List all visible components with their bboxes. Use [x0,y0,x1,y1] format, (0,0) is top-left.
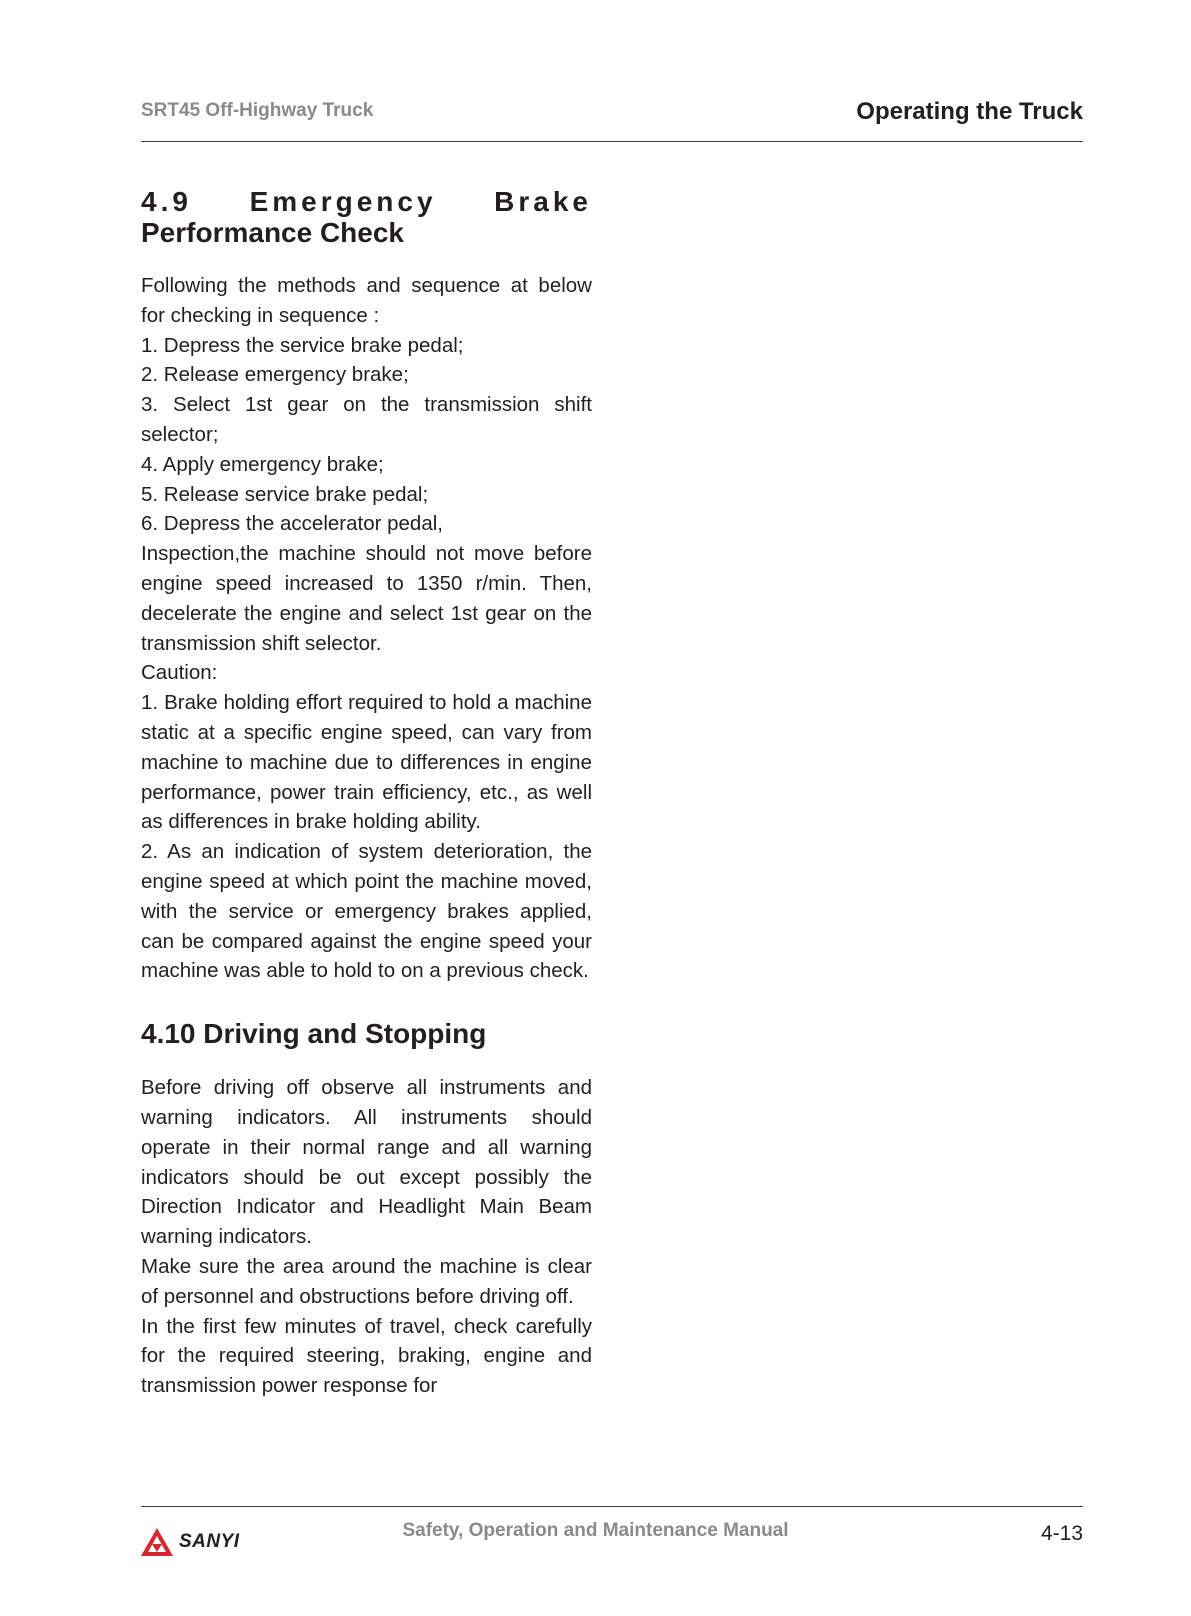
caution-item: 1. Brake holding effort required to hold a machine static at a specific engine speed, can vary from machine to machine due to differences in engine performance, power train efficiency, etc., as well as differences in brake holding ability. [141,691,592,834]
page-number: 4-13 [1040,1522,1083,1545]
section-heading-line-2: Performance Check [141,217,405,248]
step-item: 1. Depress the service brake pedal; [141,333,464,357]
paragraph: Inspection,the machine should not move before engine speed increased to 1350 r/min. Then, decelerate the engine and select 1st gear on the transmission shift selector. [141,542,592,655]
manual-title: Safety, Operation and Maintenance Manual [402,1520,789,1541]
paragraph: Following the methods and sequence at below for checking in sequence : [141,274,592,327]
section-heading-emergency-brake [141,186,592,248]
chapter-title: Operating the Truck [856,98,1083,125]
paragraph: In the first few minutes of travel, check carefully for the required steering, braking, engine and transmission power response for [141,1314,592,1398]
caution-label: Caution: [141,661,218,685]
step-item: 4. Apply emergency brake; [141,452,384,476]
logo-wordmark: SANYI [179,1531,240,1552]
caution-item: 2. As an indication of system deterioration, the engine speed at which point the machine moved, with the service or emergency brakes applied, can be compared against the engine speed your machine was able to hold to on a previous check. [141,840,592,983]
content-column [141,186,592,1401]
running-header-title: SRT45 Off-Highway Truck [141,100,374,121]
section-heading-driving-stopping: 4.10 Driving and Stopping [141,1018,487,1050]
paragraph: Make sure the area around the machine is clear of personnel and obstructions before driving off. [141,1254,592,1308]
step-item: 3. Select 1st gear on the transmission shift selector; [141,393,592,446]
header-rule [141,141,1083,142]
step-item: 6. Depress the accelerator pedal, [141,512,443,536]
footer-rule [141,1506,1083,1507]
emergency-brake-text [141,271,592,986]
paragraph: Before driving off observe all instruments and warning indicators. All instruments should operate in their normal range and all warning indicators should be out except possibly the Direction Indicator and Headlight Main Beam warning indicators. [141,1076,592,1249]
driving-stopping-text [141,1073,592,1401]
step-item: 2. Release emergency brake; [141,363,409,387]
step-item: 5. Release service brake pedal; [141,482,429,506]
section-heading-line-1: 4.9 Emergency Brake [141,186,592,217]
